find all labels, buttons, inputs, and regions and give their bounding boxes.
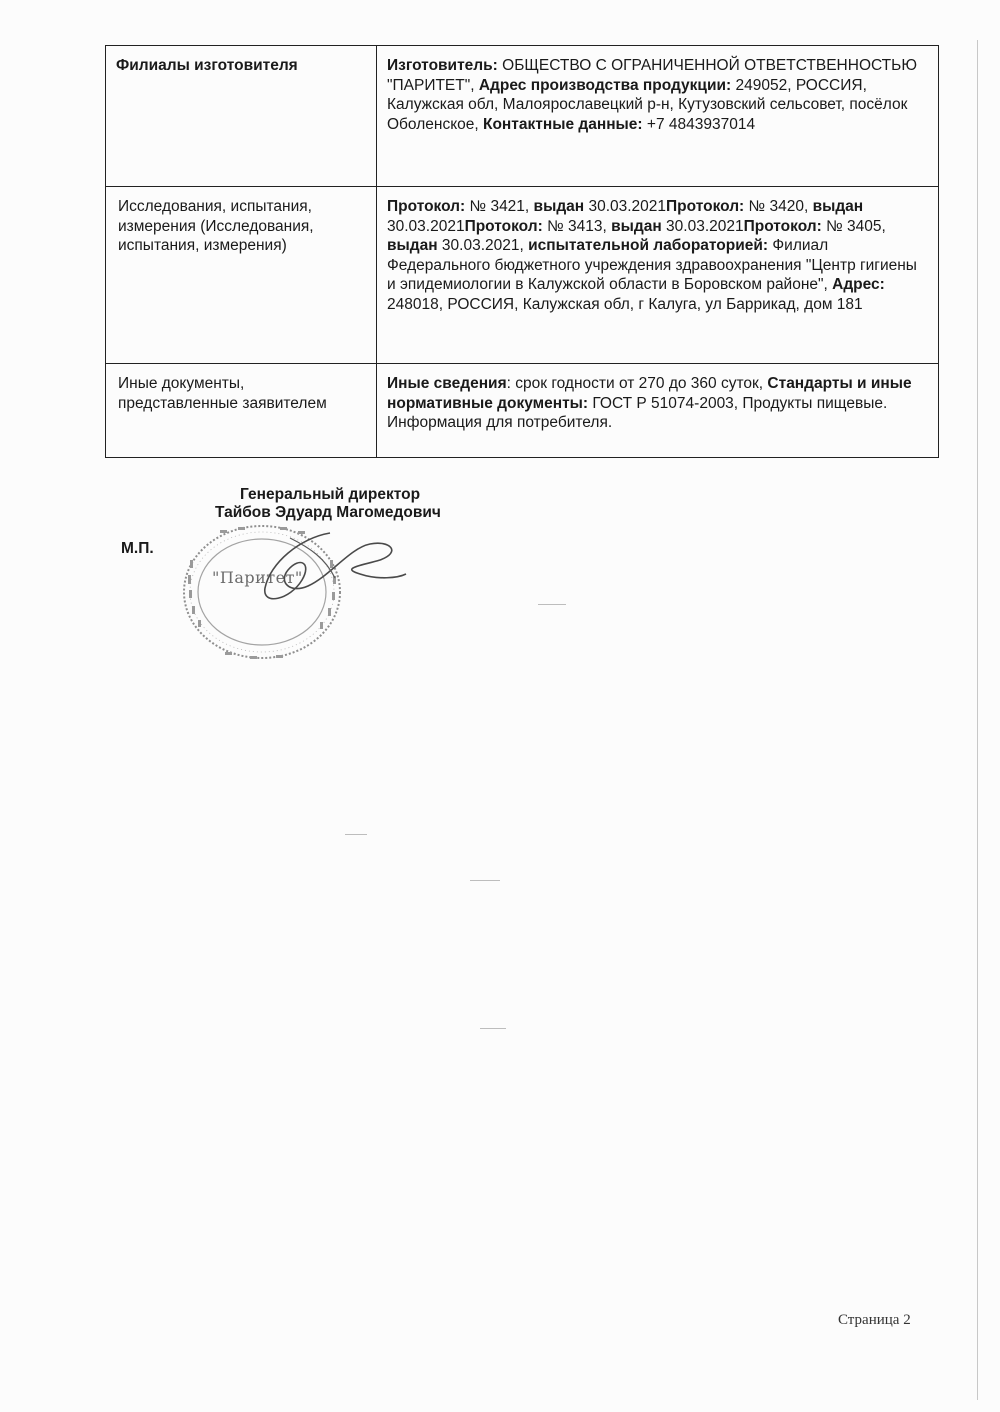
field-value: ОБЩЕСТВО С ОГРАНИЧЕННОЙ ОТВЕТСТВЕННОСТЬЮ "ПАРИТЕТ", — [387, 57, 917, 94]
field-value: Филиал Федерального бюджетного учреждения здравоохранения "Центр гигиены и эпидемиологии в Калужской области в Боровском районе", — [387, 237, 917, 293]
row-content — [377, 364, 939, 458]
field-value: 30.03.2021, — [437, 237, 529, 254]
field-label: Протокол: — [464, 217, 543, 235]
field-label: Протокол: — [743, 217, 822, 235]
field-label: Контактные данные: — [483, 115, 643, 133]
field-label: Адрес: — [832, 276, 885, 293]
field-value: 30.03.2021 — [661, 217, 744, 235]
field-value: : срок годности от 270 до 360 суток, — [506, 375, 768, 392]
scan-artifact — [538, 604, 566, 605]
signer-name: Тайбов Эдуард Магомедович — [215, 504, 441, 521]
field-label: выдан — [812, 198, 864, 215]
scan-artifact — [480, 1028, 506, 1029]
round-seal-stamp — [180, 520, 350, 670]
field-value: 248018, РОССИЯ, Калужская обл, г Калуга, ул Баррикад, дом 181 — [387, 295, 863, 313]
field-value: № 3405, — [821, 217, 886, 235]
row-label: Иные документы, представленные заявителем — [106, 364, 377, 458]
page-number: Страница 2 — [838, 1312, 911, 1328]
table-row — [106, 187, 939, 364]
field-label: Иные сведения — [387, 375, 507, 392]
field-label: испытательной лабораторией: — [528, 237, 769, 254]
field-value: 249052, РОССИЯ, Калужская обл, Малоярославецкий р-н, Кутузовский сельсовет, посёлок Оболенское, — [387, 76, 908, 133]
field-label: выдан — [611, 217, 662, 235]
field-label: Протокол: — [387, 198, 466, 215]
row-label: Исследования, испытания, измерения (Исследования, испытания, измерения) — [106, 187, 377, 364]
row-label: Филиалы изготовителя — [106, 46, 377, 187]
scan-artifact — [345, 834, 367, 835]
field-value: ГОСТ Р 51074-2003, Продукты пищевые. Информация для потребителя. — [387, 394, 888, 431]
field-value: 30.03.2021 — [584, 198, 667, 215]
certificate-table — [105, 45, 939, 458]
field-value: № 3420, — [744, 198, 813, 215]
field-label: Протокол: — [666, 198, 745, 215]
field-label: Адрес производства продукции: — [478, 76, 732, 94]
field-value: № 3421, — [465, 198, 534, 215]
signer-position: Генеральный директор — [240, 486, 421, 503]
row-content — [377, 46, 939, 187]
row-content — [377, 187, 939, 364]
field-label: Стандарты и иные нормативные документы: — [387, 375, 912, 412]
scan-artifact — [470, 880, 500, 881]
stamp-company-name: "Паритет" — [212, 568, 303, 587]
field-value: +7 4843937014 — [642, 115, 756, 133]
field-label: выдан — [533, 198, 585, 215]
field-value: № 3413, — [542, 217, 612, 235]
field-value: 30.03.2021 — [387, 217, 465, 235]
handwritten-signature — [230, 508, 410, 618]
table-row — [106, 364, 939, 458]
stamp-place-label: М.П. — [121, 540, 154, 557]
table-row — [106, 46, 939, 187]
field-label: выдан — [387, 237, 438, 254]
field-label: Изготовитель: — [387, 57, 498, 74]
scan-edge-line — [977, 40, 978, 1400]
